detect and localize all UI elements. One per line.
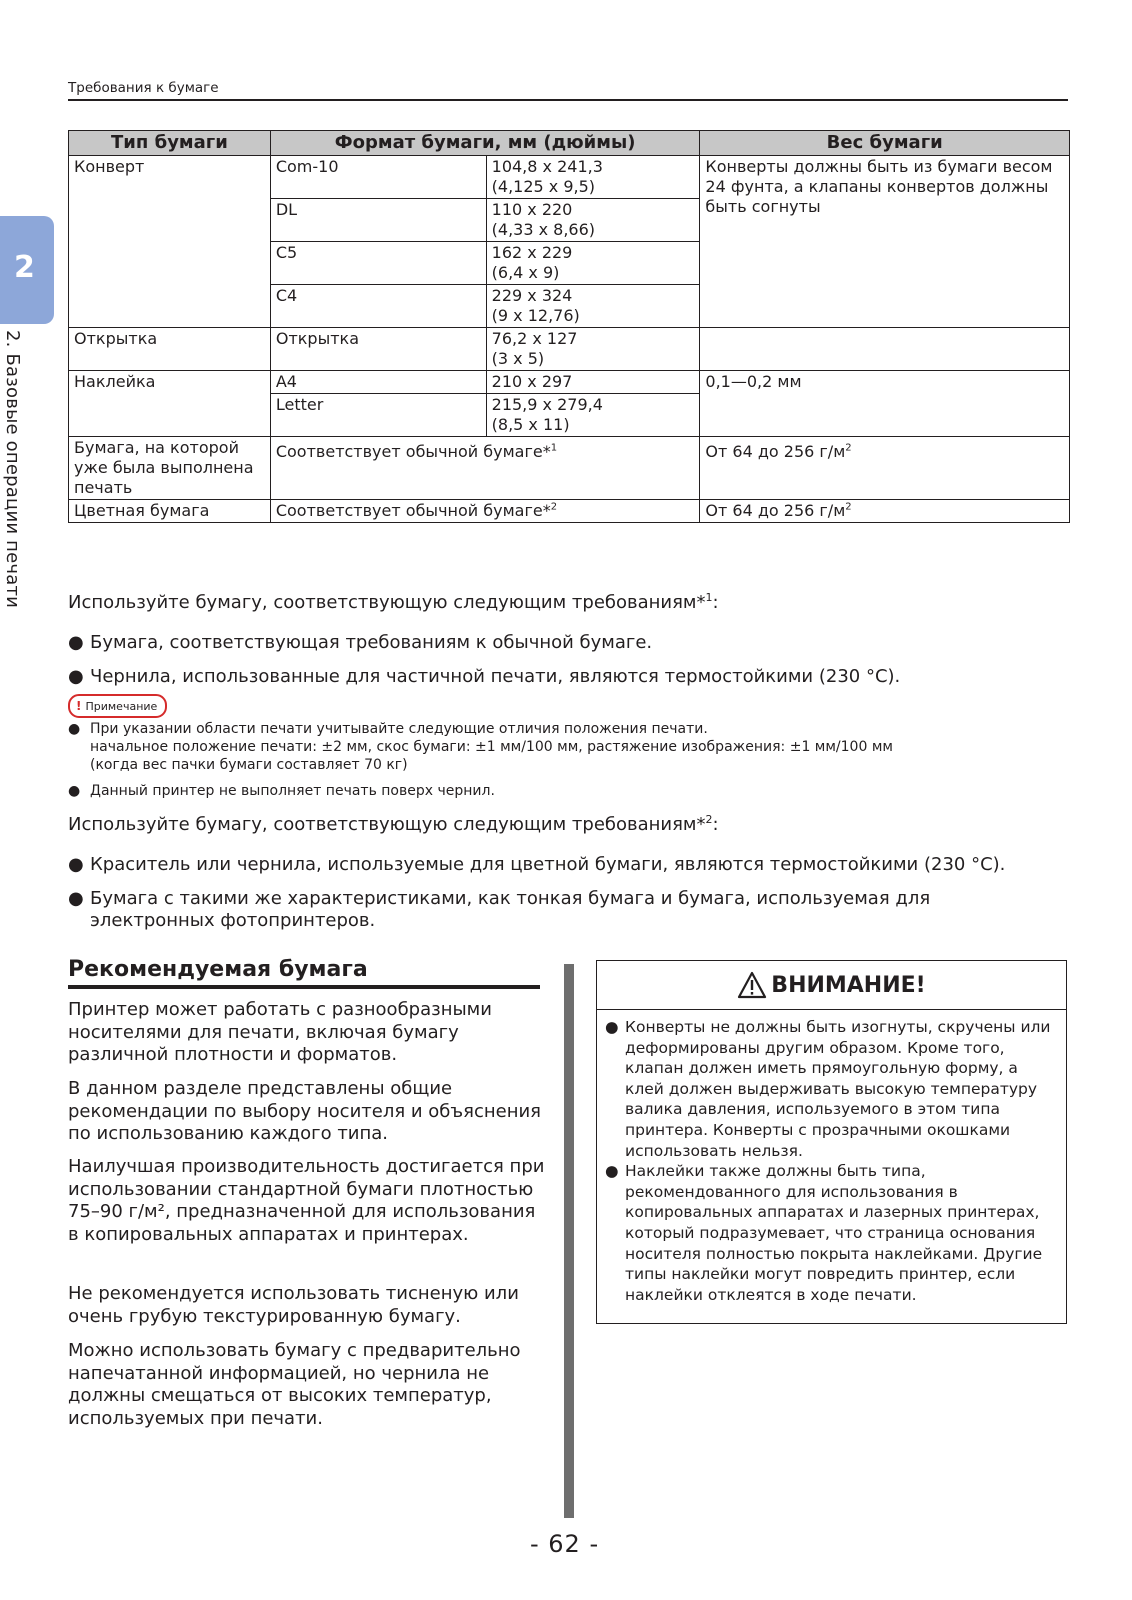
table-row — [69, 156, 1070, 199]
cell-format-name: DL — [270, 199, 486, 242]
note-item: ● Данный принтер не выполняет печать поверх чернил. — [68, 783, 495, 799]
cell-format-size: 229 x 324 (9 x 12,76) — [486, 285, 700, 328]
cell-format-size: 76,2 x 127 (3 x 5) — [486, 328, 700, 371]
table-header-row — [69, 131, 1070, 156]
paragraph: Наилучшая производительность достигается при использовании стандартной бумаги плотностью 75–90 г/м², предназначенной для использования в копировальных аппаратах и принтерах. — [68, 1156, 545, 1245]
column-divider — [564, 964, 574, 1518]
cell-format-name: Открытка — [270, 328, 486, 371]
bullet-icon: ● — [68, 666, 84, 687]
cell-weight-envelope: Конверты должны быть из бумаги весом 24 фунта, а клапаны конвертов должны быть согнуты — [700, 156, 1070, 328]
col-header-type: Тип бумаги — [69, 131, 271, 156]
table-row — [69, 371, 1070, 394]
bullet-icon: ● — [605, 1162, 619, 1181]
req2-intro: Используйте бумагу, соответствующую следующим требованиям*$^2$: — [68, 813, 719, 835]
warning-item: ● Наклейки также должны быть типа, рекомендованного для использования в копировальных аппаратах и лазерных принтерах, который подразумевает, что страница основания носителя полностью покрыта наклейками. Другие типы наклейки могут повредить принтер, если наклейки отклеятся в ходе печати. — [605, 1162, 1043, 1304]
cell-format-size: 215,9 x 279,4 (8,5 x 11) — [486, 394, 700, 437]
bullet-icon: ● — [68, 632, 84, 653]
cell-type-colored: Цветная бумага — [69, 500, 271, 523]
note-label: Примечание — [85, 699, 158, 713]
bullet-icon: ● — [605, 1018, 619, 1036]
table-row — [69, 328, 1070, 371]
cell-format-name: Com-10 — [270, 156, 486, 199]
warning-body — [605, 1017, 1057, 1305]
list-item: ● Чернила, использованные для частичной печати, являются термостойкими (230 °C). — [68, 666, 901, 687]
cell-format-name: C5 — [270, 242, 486, 285]
cell-type-preprinted: Бумага, на которой уже была выполнена печать — [69, 437, 271, 500]
section-rule — [68, 985, 540, 989]
req1-intro: Используйте бумагу, соответствующую следующим требованиям*$^1$: — [68, 591, 719, 613]
note-badge — [68, 694, 167, 718]
cell-format-colored: Соответствует обычной бумаге*$^2$ — [270, 500, 700, 523]
bullet-icon: ● — [68, 888, 84, 909]
cell-type-label: Наклейка — [69, 371, 271, 437]
cell-type-postcard: Открытка — [69, 328, 271, 371]
cell-format-name: Letter — [270, 394, 486, 437]
warning-box — [596, 960, 1067, 1324]
note-item: ● При указании области печати учитывайте следующие отличия положения печати. начальное положение печати: ±2 мм, скос бумаги: ±1 мм/100 мм, растяжение изображения: ±1 мм/100 мм (когда вес пачки бумаги составляет 70 кг) — [68, 721, 893, 773]
cell-weight-postcard — [700, 328, 1070, 371]
warning-header — [597, 961, 1066, 1010]
table-row — [69, 500, 1070, 523]
running-header: Требования к бумаге — [68, 80, 219, 96]
list-item: ● Бумага, соответствующая требованиям к обычной бумаге. — [68, 632, 653, 653]
bullet-icon: ● — [68, 783, 81, 799]
warning-item: ● Конверты не должны быть изогнуты, скручены или деформированы другим образом. Кроме того, клапан должен иметь прямоугольную форму, а клей должен выдерживать высокую температуру валика давления, используемого в этом типа принтера. Конверты с прозрачными окошками использовать нельзя. — [605, 1018, 1051, 1160]
paragraph: Принтер может работать с разнообразными носителями для печати, включая бумагу различной плотности и форматов. — [68, 999, 492, 1065]
cell-format-preprinted: Соответствует обычной бумаге*$^1$ — [270, 437, 700, 500]
cell-format-size: 162 x 229 (6,4 x 9) — [486, 242, 700, 285]
paragraph: В данном разделе представлены общие рекомендации по выбору носителя и объяснения по использованию каждого типа. — [68, 1078, 541, 1144]
cell-format-name: C4 — [270, 285, 486, 328]
warning-triangle-icon — [737, 971, 767, 999]
col-header-format: Формат бумаги, мм (дюймы) — [270, 131, 700, 156]
table-row — [69, 437, 1070, 500]
header-rule — [68, 99, 1068, 101]
paper-types-table — [68, 130, 1070, 523]
cell-format-name: A4 — [270, 371, 486, 394]
page-number: - 62 - — [530, 1530, 600, 1558]
cell-format-size: 210 x 297 — [486, 371, 700, 394]
cell-weight-label: 0,1—0,2 мм — [700, 371, 1070, 437]
paragraph: Можно использовать бумагу с предварительно напечатанной информацией, но чернила не должны смещаться от высоких температур, используемых при печати. — [68, 1340, 521, 1429]
list-item: ● Бумага с такими же характеристиками, как тонкая бумага и бумага, используемая для электронных фотопринтеров. — [68, 888, 931, 931]
cell-weight-preprinted: От 64 до 256 $г/м^2$ — [700, 437, 1070, 500]
chapter-title: 2. Базовые операции печати — [2, 330, 23, 609]
col-header-weight: Вес бумаги — [700, 131, 1070, 156]
warning-title: ВНИМАНИЕ! — [771, 972, 926, 998]
bullet-icon: ● — [68, 854, 84, 875]
chapter-number: 2 — [14, 250, 35, 285]
cell-type-envelope: Конверт — [69, 156, 271, 328]
bullet-icon: ● — [68, 721, 81, 737]
cell-format-size: 110 x 220 (4,33 x 8,66) — [486, 199, 700, 242]
cell-weight-colored: От 64 до 256 $г/м^2$ — [700, 500, 1070, 523]
cell-format-size: 104,8 x 241,3 (4,125 x 9,5) — [486, 156, 700, 199]
list-item: ● Краситель или чернила, используемые для цветной бумаги, являются термостойкими (230 °C). — [68, 854, 1006, 875]
paragraph: Не рекомендуется использовать тисненую или очень грубую текстурированную бумагу. — [68, 1283, 519, 1327]
section-title: Рекомендуемая бумага — [68, 957, 368, 982]
exclamation-icon: ! — [76, 698, 82, 713]
